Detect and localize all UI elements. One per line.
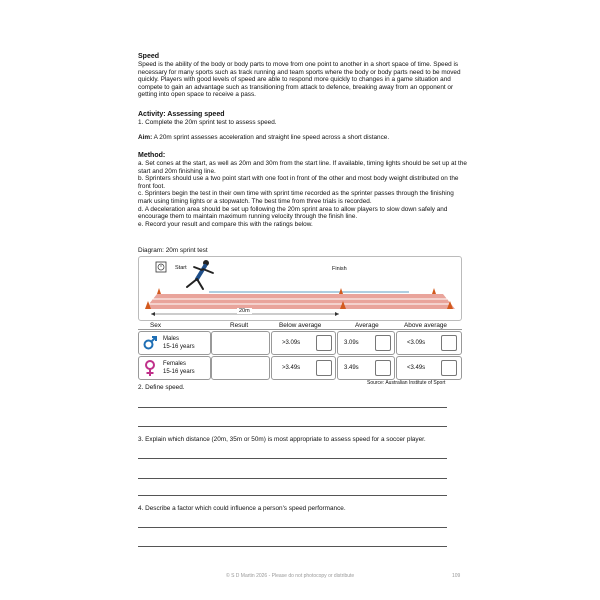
- males-average-value: 3.09s: [344, 340, 359, 346]
- answer-line[interactable]: [138, 546, 447, 547]
- female-symbol-icon: [142, 359, 158, 377]
- sprint-diagram: [138, 256, 462, 321]
- answer-line[interactable]: [138, 527, 447, 528]
- females-age: 15-16 years: [163, 369, 195, 375]
- males-below-value: >3.09s: [282, 340, 301, 346]
- method-step-b: b. Sprinters should use a two point start with one foot in front of the other and most body weight distributed on the front foot.: [138, 175, 459, 190]
- male-symbol-icon: [142, 335, 158, 351]
- method-step-e: e. Record your result and compare this with the ratings below.: [138, 220, 313, 228]
- females-average-cell: [337, 356, 395, 380]
- females-average-value: 3.49s: [344, 365, 359, 371]
- question-4: 4. Describe a factor which could influence a person's speed performance.: [138, 505, 346, 512]
- col-header-below: Below average: [279, 322, 322, 329]
- cone-icon: [157, 288, 161, 294]
- males-average-cell: [337, 331, 395, 355]
- males-above-value: <3.09s: [407, 340, 426, 346]
- question-3: 3. Explain which distance (20m, 35m or 50m) is most appropriate to assess speed for a soccer player.: [138, 436, 426, 443]
- aim-text: A 20m sprint assesses acceleration and straight line speed across a short distance.: [152, 134, 390, 141]
- females-above-average-cell: [396, 356, 462, 380]
- males-label: Males: [163, 336, 180, 342]
- answer-line[interactable]: [138, 426, 447, 427]
- start-label: Start: [175, 265, 187, 271]
- method-list: [138, 160, 468, 228]
- table-source: Source: Australian Institute of Sport: [367, 380, 446, 386]
- males-age: 15-16 years: [163, 344, 195, 350]
- males-above-average-cell: [396, 331, 462, 355]
- method-heading: Method:: [138, 152, 166, 159]
- distance-label: 20m: [239, 308, 250, 314]
- method-step-d: d. A deceleration area should be set up following the 20m sprint area to allow players to slow down safely and encourage them to maintain maximum running velocity through the finish line.: [138, 205, 448, 221]
- females-label: Females: [163, 361, 187, 367]
- females-average-checkbox[interactable]: [375, 360, 391, 376]
- activity-heading: Activity: Assessing speed: [138, 111, 225, 118]
- males-below-checkbox[interactable]: [316, 335, 332, 351]
- sprint-diagram-graphic: [139, 257, 461, 320]
- aim-label: Aim:: [138, 134, 153, 141]
- section-heading-speed: Speed: [138, 53, 160, 60]
- col-header-result: Result: [230, 322, 249, 329]
- answer-line[interactable]: [138, 495, 447, 496]
- aim-line: [138, 134, 468, 142]
- males-result-field[interactable]: [211, 331, 270, 355]
- females-below-value: >3.49s: [282, 365, 301, 371]
- females-below-checkbox[interactable]: [316, 360, 332, 376]
- males-below-average-cell: [271, 331, 336, 355]
- col-header-average: Average: [355, 322, 379, 329]
- activity-step: 1. Complete the 20m sprint test to assess speed.: [138, 119, 277, 126]
- cone-icon: [432, 288, 436, 294]
- diagram-caption: Diagram: 20m sprint test: [138, 247, 208, 254]
- females-above-checkbox[interactable]: [441, 360, 457, 376]
- col-header-sex: Sex: [150, 322, 162, 329]
- method-step-c: c. Sprinters begin the test in their own time with sprint time recorded as the sprinter passes through the finishing mark using timing lights or a stopwatch. The best time from three trials is recorded.: [138, 190, 454, 205]
- answer-line[interactable]: [138, 458, 447, 459]
- females-below-average-cell: [271, 356, 336, 380]
- females-above-value: <3.49s: [407, 365, 426, 371]
- track-surface: [145, 294, 455, 309]
- finish-label: Finish: [332, 266, 347, 272]
- table-header-rule: [138, 329, 462, 330]
- col-header-above: Above average: [404, 322, 447, 329]
- table-row-females-label: [138, 356, 211, 380]
- answer-line[interactable]: [138, 407, 447, 408]
- males-above-checkbox[interactable]: [441, 335, 457, 351]
- answer-line[interactable]: [138, 478, 447, 479]
- females-result-field[interactable]: [211, 356, 270, 380]
- sprinter-icon: [187, 260, 213, 289]
- table-row-males-label: [138, 331, 211, 355]
- question-2: 2. Define speed.: [138, 384, 185, 391]
- method-step-a: a. Set cones at the start, as well as 20m and 30m from the start line. If available, timing lights should be set up at the start and 20m finishing line.: [138, 160, 467, 175]
- males-average-checkbox[interactable]: [375, 335, 391, 351]
- page-number: 109: [452, 573, 461, 579]
- motion-blur: [209, 291, 409, 293]
- footer-copyright: © S D Martin 2026 - Please do not photocopy or distribute: [226, 573, 355, 579]
- speed-paragraph: Speed is the ability of the body or body parts to move from one point to another in a short space of time. Speed is necessary for many sports such as track running and team sports where the body or body parts need to be moved quickly. Players with good levels of speed are able to respond more quickly to changes in a game situation and compete to gain an advantage such as transitioning from attack to defence, breaking away from an opponent or getting into open space to receive a pass.: [138, 61, 461, 99]
